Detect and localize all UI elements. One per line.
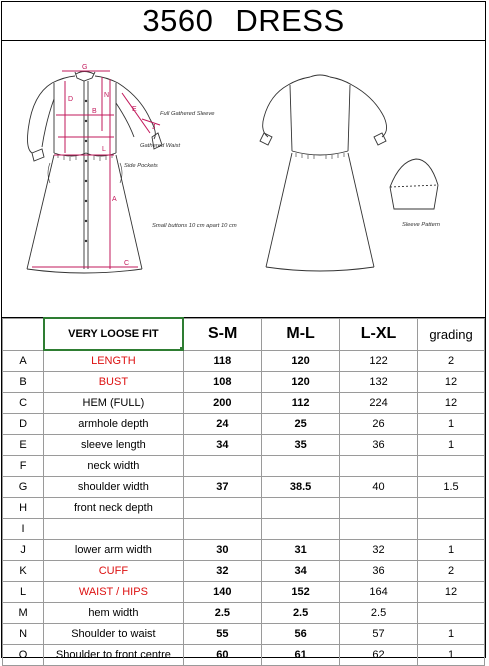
svg-text:N: N [104, 92, 110, 99]
svg-text:Small buttons 10 cm apart 10 c: Small buttons 10 cm apart 10 cm [152, 223, 237, 229]
front-buttons [85, 100, 87, 242]
row-value-sm: 200 [183, 393, 262, 414]
svg-text:C: C [124, 260, 130, 267]
row-value-lxl: 57 [340, 624, 418, 645]
table-row [3, 603, 485, 624]
svg-text:Full Gathered Sleeve: Full Gathered Sleeve [160, 111, 215, 117]
row-letter: O [3, 645, 44, 666]
svg-text:J: J [152, 124, 156, 131]
row-value-lxl: 32 [340, 540, 418, 561]
row-letter: H [3, 498, 44, 519]
row-grading [418, 519, 485, 540]
row-value-ml: 61 [262, 645, 340, 666]
row-value-sm: 34 [183, 435, 262, 456]
svg-text:Side Pockets: Side Pockets [124, 163, 158, 169]
row-letter: L [3, 582, 44, 603]
row-letter: B [3, 372, 44, 393]
table-row [3, 498, 485, 519]
row-value-ml: 120 [262, 350, 340, 372]
table-row [3, 435, 485, 456]
row-letter: J [3, 540, 44, 561]
row-measurement-name: shoulder width [44, 477, 183, 498]
row-value-ml: 31 [262, 540, 340, 561]
row-measurement-name: neck width [44, 456, 183, 477]
row-grading [418, 603, 485, 624]
row-value-lxl: 40 [340, 477, 418, 498]
row-value-lxl: 36 [340, 435, 418, 456]
row-value-sm: 37 [183, 477, 262, 498]
measurement-lines [32, 71, 160, 269]
table-row [3, 561, 485, 582]
row-grading: 1.5 [418, 477, 485, 498]
row-measurement-name: lower arm width [44, 540, 183, 561]
cell-fill-handle[interactable] [180, 347, 183, 350]
row-measurement-name: CUFF [44, 561, 183, 582]
row-letter: A [3, 350, 44, 372]
row-grading: 1 [418, 645, 485, 666]
row-value-sm: 118 [183, 350, 262, 372]
row-value-ml [262, 498, 340, 519]
row-measurement-name: armhole depth [44, 414, 183, 435]
row-value-ml: 112 [262, 393, 340, 414]
row-measurement-name: hem width [44, 603, 183, 624]
svg-text:A: A [112, 196, 117, 203]
front-view-dress [27, 72, 162, 274]
row-value-lxl: 62 [340, 645, 418, 666]
table-header-row [3, 318, 485, 350]
sleeve-pattern-sketch [390, 159, 438, 209]
row-value-lxl: 164 [340, 582, 418, 603]
row-measurement-name: Shoulder to waist [44, 624, 183, 645]
row-value-ml: 152 [262, 582, 340, 603]
table-row [3, 645, 485, 666]
grading-header: grading [418, 318, 485, 350]
row-measurement-name: front neck depth [44, 498, 183, 519]
row-value-lxl: 132 [340, 372, 418, 393]
size-header-lxl: L-XL [340, 318, 418, 350]
table-row [3, 540, 485, 561]
row-value-sm: 55 [183, 624, 262, 645]
row-grading: 12 [418, 393, 485, 414]
row-grading: 2 [418, 350, 485, 372]
row-grading [418, 498, 485, 519]
table-row [3, 350, 485, 372]
row-letter: G [3, 477, 44, 498]
size-header-sm: S-M [183, 318, 262, 350]
svg-text:D: D [68, 96, 74, 103]
table-row [3, 582, 485, 603]
svg-text:Sleeve Pattern: Sleeve Pattern [402, 222, 441, 228]
svg-text:G: G [82, 64, 88, 71]
row-value-ml: 56 [262, 624, 340, 645]
size-header-ml: M-L [262, 318, 340, 350]
row-grading: 1 [418, 624, 485, 645]
technical-sketch [2, 41, 485, 318]
row-value-lxl: 26 [340, 414, 418, 435]
table-row [3, 393, 485, 414]
row-measurement-name: BUST [44, 372, 183, 393]
row-measurement-name: WAIST / HIPS [44, 582, 183, 603]
row-value-ml [262, 456, 340, 477]
header-letter-cell [3, 318, 44, 350]
row-value-lxl [340, 456, 418, 477]
row-value-sm: 108 [183, 372, 262, 393]
row-letter: E [3, 435, 44, 456]
row-grading: 1 [418, 435, 485, 456]
row-grading: 12 [418, 582, 485, 603]
row-value-sm: 30 [183, 540, 262, 561]
row-letter: M [3, 603, 44, 624]
svg-text:L: L [102, 146, 106, 153]
row-measurement-name: sleeve length [44, 435, 183, 456]
row-value-lxl: 2.5 [340, 603, 418, 624]
row-grading: 1 [418, 414, 485, 435]
table-row [3, 477, 485, 498]
row-measurement-name: Shoulder to front centre [44, 645, 183, 666]
row-measurement-name [44, 519, 183, 540]
row-value-lxl: 36 [340, 561, 418, 582]
table-row [3, 414, 485, 435]
row-letter: D [3, 414, 44, 435]
svg-text:E: E [132, 106, 137, 113]
row-value-lxl: 224 [340, 393, 418, 414]
sketch-callouts [124, 111, 440, 229]
row-letter: K [3, 561, 44, 582]
row-value-sm [183, 519, 262, 540]
row-value-sm [183, 498, 262, 519]
row-measurement-name: LENGTH [44, 350, 183, 372]
row-value-sm: 140 [183, 582, 262, 603]
row-grading: 2 [418, 561, 485, 582]
row-letter: I [3, 519, 44, 540]
fit-label: VERY LOOSE FIT [68, 328, 159, 340]
svg-text:B: B [92, 108, 97, 115]
row-value-sm [183, 456, 262, 477]
table-row [3, 372, 485, 393]
title-bar [2, 2, 485, 41]
row-grading [418, 456, 485, 477]
row-value-ml: 35 [262, 435, 340, 456]
row-value-lxl [340, 498, 418, 519]
row-value-ml: 38.5 [262, 477, 340, 498]
row-value-lxl: 122 [340, 350, 418, 372]
row-letter: C [3, 393, 44, 414]
back-view-dress [260, 75, 387, 271]
row-value-sm: 24 [183, 414, 262, 435]
svg-text:Gathered Waist: Gathered Waist [140, 143, 181, 149]
fit-label-cell[interactable] [44, 318, 183, 350]
garment-name: DRESS [235, 3, 345, 38]
row-letter: N [3, 624, 44, 645]
row-value-sm: 2.5 [183, 603, 262, 624]
dress-flat-drawings [2, 41, 485, 317]
row-value-sm: 32 [183, 561, 262, 582]
style-number: 3560 [142, 3, 214, 38]
row-grading: 12 [418, 372, 485, 393]
row-measurement-name: HEM (FULL) [44, 393, 183, 414]
row-value-ml: 120 [262, 372, 340, 393]
row-value-ml [262, 519, 340, 540]
row-value-ml: 34 [262, 561, 340, 582]
row-value-lxl [340, 519, 418, 540]
spec-sheet [1, 1, 486, 661]
row-value-sm: 60 [183, 645, 262, 666]
table-row [3, 519, 485, 540]
measurement-table [2, 317, 485, 666]
table-row [3, 456, 485, 477]
table-row [3, 624, 485, 645]
row-letter: F [3, 456, 44, 477]
row-value-ml: 25 [262, 414, 340, 435]
row-value-ml: 2.5 [262, 603, 340, 624]
row-grading: 1 [418, 540, 485, 561]
